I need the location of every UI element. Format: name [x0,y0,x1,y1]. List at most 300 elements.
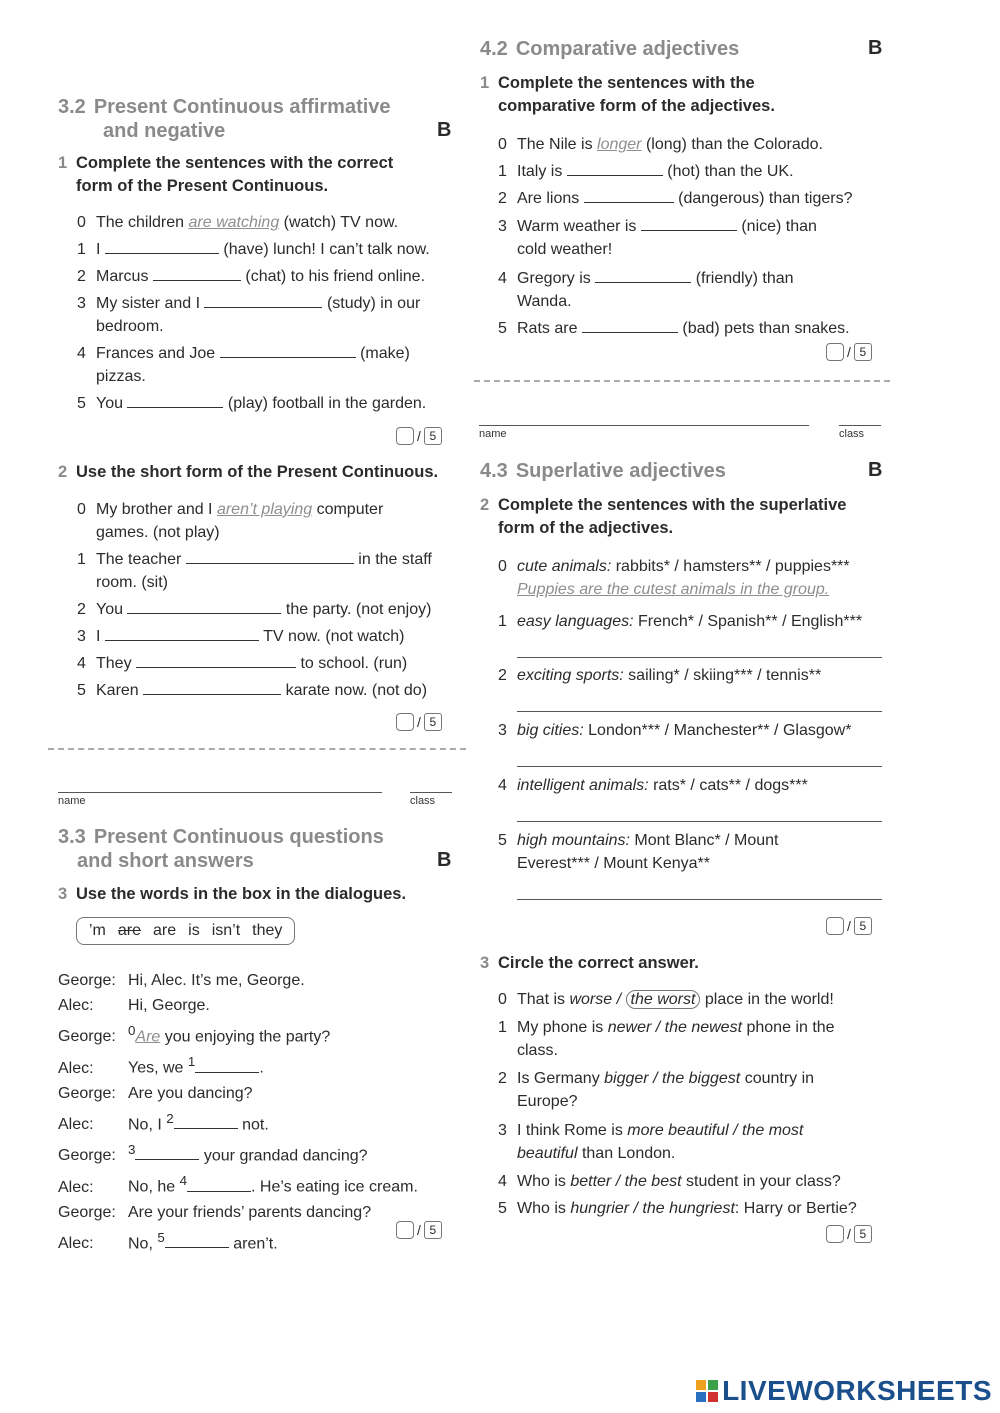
list-item [77,265,425,288]
list-item [498,215,817,261]
score-total: 5 [854,343,872,361]
line-text: Are your friends’ parents dancing? [128,1203,372,1221]
item-category: big cities: [517,722,584,739]
option-a[interactable]: better [570,1173,612,1190]
list-item [77,342,410,388]
item-category: easy languages: [517,613,634,630]
speaker: George: [58,1084,116,1102]
answer-blank[interactable] [143,680,281,695]
answer-line[interactable] [517,711,882,712]
cut-line [474,380,890,382]
instruction-text: Use the short form of the Present Continuous. [76,463,439,481]
item-text: I [96,628,101,645]
item-category: exciting sports: [517,667,624,684]
exercise-number: 2 [480,496,490,514]
section-number: 4.3 [480,460,508,482]
version-letter: B [868,37,883,59]
item-category: high mountains: [517,832,630,849]
score-box [826,917,872,935]
word: isn’t [211,922,241,939]
item-number: 3 [77,295,86,312]
line-text: Yes, we [128,1059,188,1077]
section-title [58,825,384,849]
item-number: 4 [77,655,86,672]
gap-number: 1 [187,1054,196,1070]
class-label: class [839,428,865,440]
list-item [498,160,794,183]
answer-blank[interactable] [220,343,356,358]
item-category: intelligent animals: [517,777,649,794]
answer-blank[interactable] [105,626,259,641]
item-text: The teacher [96,551,182,568]
item-text: Marcus [96,268,149,285]
item-number: 0 [498,136,507,153]
answer-blank[interactable] [195,1058,259,1073]
class-label: class [410,795,436,807]
line-text: No, [128,1234,158,1252]
item-text: than London. [577,1145,676,1162]
item-number: 1 [77,241,86,258]
section-title-text: Comparative adjectives [515,38,740,60]
score-box [826,1225,872,1243]
answer-blank[interactable] [127,393,223,408]
example-answer: Puppies are the cutest animals in the group. [517,581,830,598]
dialogue-line [58,1225,418,1256]
option-separator: / [651,1019,665,1036]
liveworksheets-logo[interactable] [696,1375,992,1407]
instruction-line1: Complete the sentences with the correct [76,154,394,172]
version-letter: B [437,849,452,871]
item-options: rats* / cats** / dogs*** [653,777,808,794]
list-item [498,774,808,797]
item-text: karate now. (not do) [285,682,428,699]
speaker: Alec: [58,1115,94,1133]
item-text: The Nile is [517,136,593,153]
item-text: I think Rome is [517,1122,628,1139]
item-text: pizzas. [96,368,146,385]
example-answer: are watching [188,214,280,231]
item-number: 3 [77,628,86,645]
item-options: Mont Blanc* / Mount [634,832,779,849]
item-number: 2 [498,667,507,684]
name-label: name [479,428,507,440]
score-box [396,427,442,445]
item-number: 0 [77,214,86,231]
list-item [498,719,851,742]
word-used: are [117,922,142,939]
name-line[interactable] [479,425,809,426]
answer-blank[interactable] [567,161,663,176]
list-item [498,133,823,156]
score-slash: / [417,428,421,444]
example-answer: aren’t playing [216,501,313,518]
option-a[interactable]: more beautiful [627,1122,729,1139]
section-number: 3.3 [58,826,86,848]
item-text: country in [740,1070,815,1087]
item-text: (hot) than the UK. [667,163,794,180]
speaker: George: [58,1203,116,1221]
option-a[interactable]: newer [607,1019,652,1036]
list-item [498,1016,835,1062]
option-a[interactable]: worse [569,991,613,1008]
dialogue-line [58,993,418,1018]
word: they [252,922,283,939]
dialogue-line [58,1200,418,1225]
list-item [77,652,407,675]
item-number: 5 [498,320,507,337]
list-item [498,187,852,210]
line-text: Hi, Alec. It’s me, George. [128,972,305,989]
exercise-number: 3 [58,885,68,903]
item-text: (make) [360,345,410,362]
answer-blank[interactable] [105,239,219,254]
item-text: That is [517,991,570,1008]
item-options: rabbits* / hamsters** / puppies*** [615,558,850,575]
line-text: Hi, George. [128,997,210,1014]
score-total: 5 [854,917,872,935]
option-separator: / [648,1070,662,1087]
item-text: (dangerous) than tigers? [678,190,853,207]
score-slash: / [417,1222,421,1238]
section-number: 4.2 [480,38,508,60]
item-text: Who is [517,1200,571,1217]
list-item [77,211,398,234]
item-number: 1 [498,613,507,630]
option-a[interactable]: hungrier [570,1200,630,1217]
exercise-instruction [480,952,699,975]
item-number: 0 [498,558,507,575]
item-text: Italy is [517,163,563,180]
speaker: Alec: [58,997,94,1014]
dialogue-line [58,968,418,993]
list-item [77,625,404,648]
item-text: (watch) TV now. [283,214,399,231]
instruction-line1: Complete the sentences with the superlative [498,496,847,514]
score-box [826,343,872,361]
instruction-line2: form of the Present Continuous. [76,177,329,195]
score-input[interactable] [826,1225,844,1243]
dialogue [58,968,418,1256]
score-input[interactable] [396,713,414,731]
item-number: 1 [498,1019,507,1036]
exercise-instruction [480,494,846,540]
score-total: 5 [424,427,442,445]
instruction-text: Circle the correct answer. [498,954,699,972]
item-number: 2 [498,190,507,207]
section-title [58,95,391,119]
item-text: student in your class? [681,1173,841,1190]
item-number: 5 [77,682,86,699]
item-number: 4 [77,345,86,362]
option-b[interactable]: the newest [664,1019,743,1036]
item-text: My brother and I [96,501,213,518]
line-text: No, he [128,1178,180,1196]
logo-text: LIVEWORKSHEETS [722,1375,992,1406]
instruction-text: Use the words in the box in the dialogues. [76,885,407,903]
score-input[interactable] [826,343,844,361]
score-input[interactable] [396,1221,414,1239]
answer-blank[interactable] [153,266,241,281]
item-number: 5 [77,395,86,412]
line-text: you enjoying the party? [160,1028,331,1046]
option-separator: / [611,1173,625,1190]
class-line[interactable] [839,425,881,426]
item-options: sailing* / skiing*** / tennis** [628,667,822,684]
item-text: My phone is [517,1019,608,1036]
line-text: aren’t. [228,1234,278,1252]
exercise-number: 3 [480,954,490,972]
dialogue-line [58,1106,418,1137]
name-label: name [58,795,86,807]
speaker: George: [58,1147,116,1165]
item-text: Are lions [517,190,580,207]
answer-line[interactable] [517,766,882,767]
item-text: The children [96,214,185,231]
answer-blank[interactable] [584,188,674,203]
answer-blank[interactable] [136,653,296,668]
option-separator: / [612,991,626,1008]
exercise-number: 2 [58,463,68,481]
answer-blank[interactable] [595,268,691,283]
item-text: My sister and I [96,295,201,312]
line-text: Are you dancing? [128,1084,253,1102]
item-text: They [96,655,132,672]
list-item [77,598,431,621]
item-text: games. (not play) [96,524,220,541]
logo-cube-icon [696,1380,718,1402]
item-number: 4 [498,1173,507,1190]
speaker: George: [58,1028,116,1046]
speaker: Alec: [58,1059,94,1077]
item-text: cold weather! [517,241,613,258]
item-text: : Harry or Bertie? [734,1200,857,1217]
answer-blank[interactable] [204,293,322,308]
item-number: 5 [498,1200,507,1217]
item-text: Is Germany [517,1070,605,1087]
answer-blank[interactable] [135,1145,199,1160]
gap-number: 5 [157,1229,165,1245]
list-item [77,498,383,544]
item-text: (long) than the Colorado. [645,136,823,153]
section-title-text: Superlative adjectives [515,460,726,482]
item-text: room. (sit) [96,574,168,591]
item-number: 1 [498,163,507,180]
exercise-number: 1 [480,74,490,92]
line-text: . He’s eating ice cream. [251,1178,418,1196]
word: is [188,922,200,939]
list-item [498,829,779,875]
item-text: the party. (not enjoy) [285,601,432,618]
gap-number: 0 [128,1023,136,1038]
item-text: Frances and Joe [96,345,216,362]
line-text: No, I [128,1115,167,1133]
example-answer: Are [135,1028,161,1046]
item-number: 4 [498,777,507,794]
answer-blank[interactable] [641,216,737,231]
exercise-instruction [480,72,775,118]
item-number: 0 [498,991,507,1008]
item-text: (bad) pets than snakes. [682,320,850,337]
item-text: Warm weather is [517,218,637,235]
dialogue-line [58,1081,418,1106]
instruction-line1: Complete the sentences with the [498,74,755,92]
item-text: (chat) to his friend online. [245,268,426,285]
item-number: 4 [498,270,507,287]
item-text: to school. (run) [300,655,408,672]
answer-blank[interactable] [127,599,281,614]
list-item [77,238,430,261]
section-title-line2: and short answers [77,850,254,872]
item-text: Europe? [517,1093,578,1110]
exercise-instruction [58,461,438,484]
item-number: 2 [77,601,86,618]
section-title-line1: Present Continuous affirmative [93,96,391,118]
answer-blank[interactable] [187,1177,251,1192]
item-options: Everest*** / Mount Kenya** [517,855,710,872]
list-item [498,1119,803,1165]
class-line[interactable] [410,792,452,793]
version-letter: B [437,119,452,141]
list-item [498,610,862,633]
list-item [498,664,821,687]
item-number: 2 [77,268,86,285]
speaker: Alec: [58,1234,94,1252]
item-number: 1 [77,551,86,568]
score-input[interactable] [826,917,844,935]
item-number: 2 [498,1070,507,1087]
item-text: phone in the [742,1019,835,1036]
item-number: 0 [77,501,86,518]
version-letter: B [868,459,883,481]
list-item [77,392,426,415]
item-text: bedroom. [96,318,164,335]
list-item [498,267,794,313]
word: ’m [89,922,106,939]
cut-line [48,748,466,750]
item-text: Gregory is [517,270,591,287]
item-text: I [96,241,101,258]
list-item [77,548,432,594]
item-text: You [96,601,123,618]
item-text: Rats are [517,320,578,337]
example-answer: longer [597,136,642,153]
score-total: 5 [854,1225,872,1243]
score-slash: / [847,344,851,360]
dialogue-line [58,1168,418,1199]
score-box [396,713,442,731]
answer-blank[interactable] [174,1114,238,1129]
list-item [498,1170,841,1193]
section-title-line1: Present Continuous questions [93,826,384,848]
section-number: 3.2 [58,96,86,118]
item-text: Who is [517,1173,571,1190]
item-text: class. [517,1042,558,1059]
gap-number: 4 [179,1173,188,1189]
dialogue-line [58,1018,418,1049]
instruction-line2: comparative form of the adjectives. [498,97,775,115]
gap-number: 3 [128,1141,136,1157]
list-item [498,1197,857,1220]
item-text: You [96,395,123,412]
option-b[interactable]: the best [624,1173,682,1190]
option-b[interactable]: the hungriest [642,1200,735,1217]
line-text: . [259,1059,264,1077]
item-text: TV now. (not watch) [263,628,405,645]
section-title [480,459,726,483]
instruction-line2: form of the adjectives. [498,519,674,537]
item-number: 3 [498,722,507,739]
option-b-circled[interactable]: the worst [626,990,701,1009]
answer-line[interactable] [517,657,882,658]
option-a[interactable]: bigger [604,1070,649,1087]
answer-blank[interactable] [186,549,354,564]
item-options: London*** / Manchester** / Glasgow* [588,722,852,739]
answer-blank[interactable] [165,1233,229,1248]
section-title [480,37,739,61]
name-line[interactable] [58,792,382,793]
list-item [77,679,427,702]
item-text: Karen [96,682,139,699]
score-box [396,1221,442,1239]
item-text: (play) football in the garden. [227,395,427,412]
dialogue-line [58,1137,418,1168]
option-b[interactable]: the most [742,1122,804,1139]
score-total: 5 [424,1221,442,1239]
answer-line[interactable] [517,821,882,822]
list-item [498,988,834,1011]
score-total: 5 [424,713,442,731]
option-separator: / [728,1122,742,1139]
section-title-line2: and negative [103,120,226,142]
list-item [498,555,850,601]
score-slash: / [847,918,851,934]
answer-blank[interactable] [582,318,678,333]
score-slash: / [847,1226,851,1242]
gap-number: 2 [166,1110,174,1126]
item-options: French* / Spanish** / English*** [637,613,863,630]
item-text: place in the world! [700,991,834,1008]
item-category: cute animals: [517,558,612,575]
item-text: (study) in our [326,295,421,312]
word-box [76,917,295,945]
item-text: (nice) than [741,218,817,235]
word: are [153,922,177,939]
answer-line[interactable] [517,899,882,900]
score-slash: / [417,714,421,730]
item-number: 3 [498,1122,507,1139]
exercise-number: 1 [58,154,68,172]
exercise-instruction [58,152,393,198]
score-input[interactable] [396,427,414,445]
line-text: your grandad dancing? [199,1147,368,1165]
list-item [77,292,420,338]
option-b-cont[interactable]: beautiful [517,1145,578,1162]
item-text: (have) lunch! I can’t talk now. [223,241,430,258]
list-item [498,317,850,340]
speaker: Alec: [58,1178,94,1196]
item-text: Wanda. [517,293,572,310]
line-text: not. [237,1115,269,1133]
option-separator: / [629,1200,643,1217]
item-text: in the staff [358,551,432,568]
exercise-instruction [58,883,406,906]
option-b[interactable]: the biggest [661,1070,741,1087]
speaker: George: [58,972,116,989]
item-text: computer [316,501,384,518]
item-number: 5 [498,832,507,849]
list-item [498,1067,814,1113]
dialogue-line [58,1049,418,1080]
